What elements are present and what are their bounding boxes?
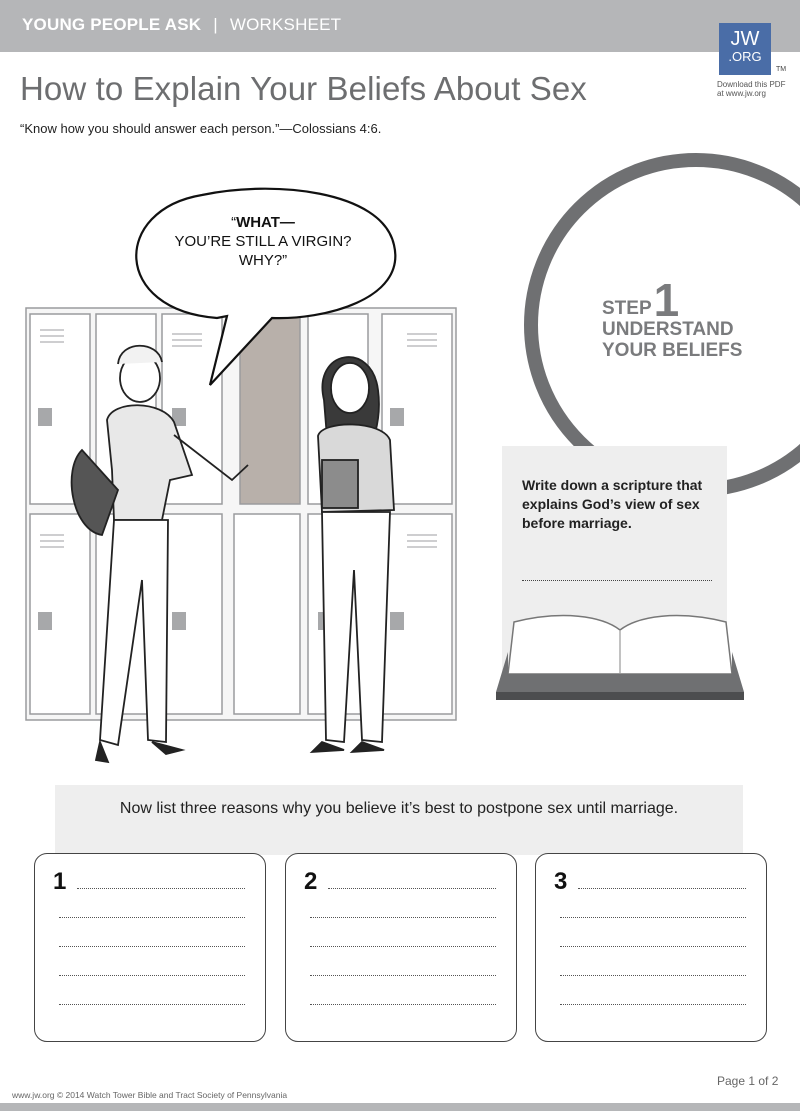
answer-line[interactable]	[59, 917, 245, 918]
open-bible-icon	[492, 612, 748, 704]
step-word: STEP	[602, 298, 652, 319]
answer-line[interactable]	[310, 975, 496, 976]
scripture-quote: “Know how you should answer each person.”—Colossians 4:6.	[20, 121, 382, 136]
page-title: How to Explain Your Beliefs About Sex	[20, 70, 587, 107]
logo-line-1: JW	[730, 28, 760, 50]
header-title	[22, 15, 341, 35]
answer-line[interactable]	[77, 888, 245, 889]
answer-line[interactable]	[560, 946, 746, 947]
answer-line[interactable]	[310, 917, 496, 918]
answer-line[interactable]	[560, 975, 746, 976]
bubble-open-quote: “	[231, 214, 237, 231]
bubble-bold-word: WHAT—	[236, 214, 295, 231]
step-line-2: YOUR BELIEFS	[602, 340, 743, 361]
answer-line[interactable]	[310, 1004, 496, 1005]
bubble-line-3: WHY?”	[238, 252, 288, 269]
reason-number: 3	[554, 868, 568, 895]
series-name: YOUNG PEOPLE ASK	[22, 15, 202, 34]
scripture-answer-line[interactable]	[522, 580, 712, 581]
reasons-prompt: Now list three reasons why you believe it’s best to postpone sex until marriage.	[119, 800, 679, 817]
header-bar	[0, 0, 800, 52]
header-separator: |	[213, 15, 218, 34]
speech-bubble-text	[158, 213, 368, 270]
scripture-prompt: Write down a scripture that explains God’s view of sex before marriage.	[522, 477, 703, 531]
reason-card-3[interactable]	[535, 853, 767, 1042]
answer-line[interactable]	[560, 917, 746, 918]
jw-org-logo[interactable]	[719, 23, 771, 75]
answer-line[interactable]	[328, 888, 496, 889]
reason-card-2[interactable]	[285, 853, 517, 1042]
logo-line-2: .ORG	[728, 49, 762, 64]
footer-bar	[0, 1103, 800, 1111]
trademark-mark: TM	[776, 66, 787, 73]
answer-line[interactable]	[560, 1004, 746, 1005]
page-number: Page 1 of 2	[717, 1074, 779, 1088]
reasons-band	[55, 785, 743, 855]
reason-number: 2	[304, 868, 318, 895]
step-label	[602, 274, 743, 361]
step-line-1: UNDERSTAND	[602, 319, 734, 340]
download-note: Download this PDF at www.jw.org	[717, 80, 786, 98]
bubble-line-2: YOU’RE STILL A VIRGIN?	[174, 233, 352, 250]
reason-card-1[interactable]	[34, 853, 266, 1042]
document-kind: WORKSHEET	[229, 15, 342, 34]
answer-line[interactable]	[59, 975, 245, 976]
reason-number: 1	[53, 868, 67, 895]
step-number: 1	[653, 274, 680, 326]
answer-line[interactable]	[310, 946, 496, 947]
answer-line[interactable]	[59, 1004, 245, 1005]
answer-line[interactable]	[578, 888, 746, 889]
answer-line[interactable]	[59, 946, 245, 947]
copyright-notice: www.jw.org © 2014 Watch Tower Bible and Tract Society of Pennsylvania	[12, 1090, 288, 1100]
